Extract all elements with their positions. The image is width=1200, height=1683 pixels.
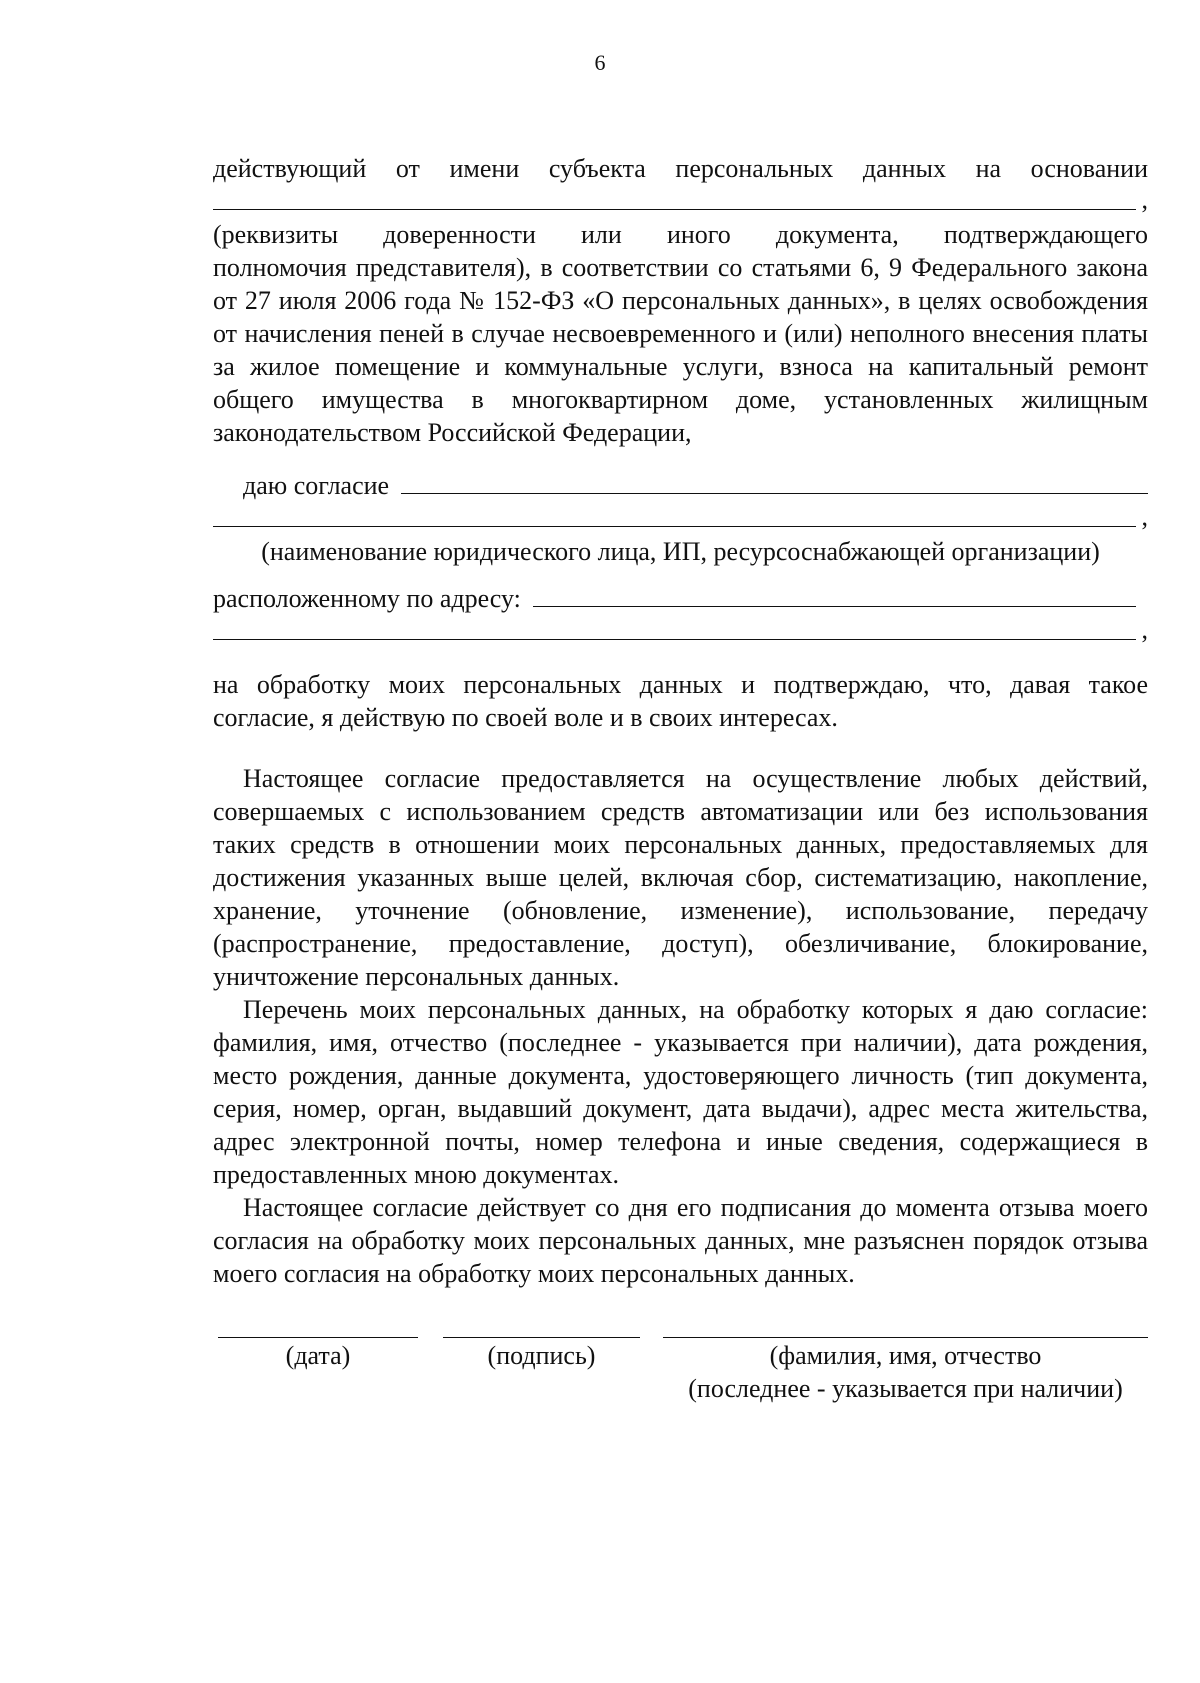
- consent-label: даю согласие: [243, 471, 390, 500]
- consent-recipient-row: [213, 469, 1148, 502]
- signature-line[interactable]: [443, 1337, 640, 1338]
- page-number: 6: [594, 50, 606, 75]
- recipient-comma: ,: [1141, 502, 1148, 531]
- address-comma: ,: [1141, 615, 1148, 644]
- signature-captions: [213, 1341, 1148, 1427]
- address-label: расположенному по адресу:: [213, 584, 521, 613]
- validity-paragraph: Настоящее согласие действует со дня его подписания до момента отзыва моего согласия на обработку моих персональных данных, мне разъяснен порядок отзыва моего согласия на обработку моих персональных данных.: [213, 1193, 1148, 1288]
- address-field-continued[interactable]: [213, 615, 1148, 648]
- signature-block: [213, 1337, 1148, 1427]
- consent-recipient-field[interactable]: [401, 493, 1148, 494]
- address-row: [213, 582, 1148, 615]
- recipient-underline: [213, 526, 1136, 527]
- signature-caption: (подпись): [487, 1341, 596, 1370]
- intro-paragraph: полномочия представителя), в соответствии со статьями 6, 9 Федерального закона от 27 июля 2006 года № 152-ФЗ «О персональных данных», в целях освобождения от начисления пеней в случае несвоевременного и (или) неполного внесения платы за жилое помещение и коммунальные услуги, взноса на капитальный ремонт общего имущества в многоквартирном доме, установленных жилищным законодательством Российской Федерации,: [213, 253, 1148, 447]
- consent-form-body: [213, 152, 1148, 1290]
- consent-recipient-field-continued[interactable]: [213, 502, 1148, 535]
- basis-underline: [213, 209, 1136, 210]
- representative-basis-field[interactable]: [213, 185, 1148, 218]
- actions-paragraph: Настоящее согласие предоставляется на осуществление любых действий, совершаемых с использованием средств автоматизации или без использования таких средств в отношении моих персональных данных, предоставляемых для достижения указанных выше целей, включая сбор, систематизацию, накопление, хранение, уточнение (обновление, изменение), использование, передачу (распространение, предоставление, доступ), обезличивание, блокирование, уничтожение персональных данных.: [213, 764, 1148, 991]
- basis-comma: ,: [1141, 185, 1148, 214]
- date-caption: (дата): [285, 1341, 351, 1370]
- processing-paragraph: на обработку моих персональных данных и подтверждаю, что, давая такое согласие, я действую по своей воле и в своих интересах.: [213, 670, 1148, 732]
- date-line[interactable]: [218, 1337, 418, 1338]
- full-name-note: (последнее - указывается при наличии): [688, 1374, 1123, 1403]
- address-underline: [213, 639, 1136, 640]
- data-list-paragraph: Перечень моих персональных данных, на обработку которых я даю согласие: фамилия, имя, отчество (последнее - указывается при наличии), дата рождения, место рождения, данные документа, удостоверяющего личность (тип документа, серия, номер, орган, выдавший документ, дата выдачи), адрес места жительства, адрес электронной почты, номер телефона и иные сведения, содержащиеся в предоставленных мною документах.: [213, 995, 1148, 1189]
- full-name-caption: (фамилия, имя, отчество: [769, 1341, 1042, 1370]
- full-name-line[interactable]: [663, 1337, 1148, 1338]
- address-field[interactable]: [533, 606, 1136, 607]
- org-caption: (наименование юридического лица, ИП, ресурсоснабжающей организации): [261, 537, 1100, 566]
- intro-caption-line: (реквизиты доверенности или иного документа, подтверждающего: [213, 220, 1148, 249]
- intro-first-line: действующий от имени субъекта персональных данных на основании: [213, 154, 1148, 183]
